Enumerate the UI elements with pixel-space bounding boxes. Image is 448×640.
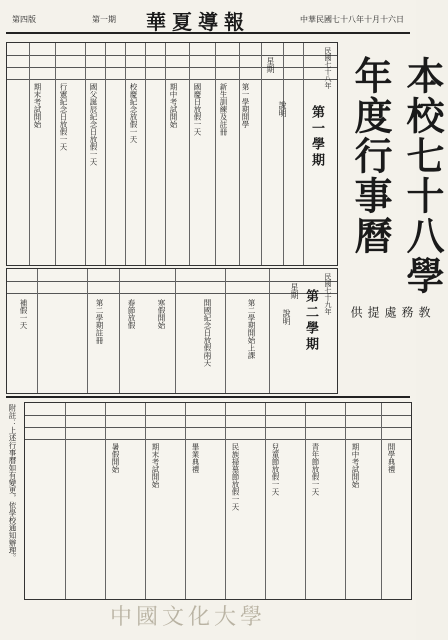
- day-header: 星期: [290, 283, 299, 299]
- title-block: [344, 56, 445, 320]
- event-text: 開學典禮: [387, 443, 396, 473]
- event-text: 第二學期開始上課: [247, 299, 256, 359]
- page-header: [6, 4, 410, 34]
- page-number: 第四版: [12, 15, 36, 24]
- issue-date: 中華民國七十八年十月十六日: [300, 15, 404, 24]
- year-label: 民國七十九年: [324, 273, 332, 315]
- event-text: 期中考試開始: [351, 443, 360, 488]
- watermark: 中國文化大學: [110, 605, 267, 630]
- event-text: 校慶紀念放假一天: [129, 83, 138, 143]
- day-header: 星期: [266, 57, 275, 73]
- schedule-table-term1: [6, 42, 338, 266]
- table-row: [7, 55, 337, 56]
- issue-number: 第一期: [92, 15, 116, 24]
- term-label: 第二學期: [303, 289, 318, 353]
- schedule-table-term2-cont: [24, 402, 412, 600]
- event-text: 畢業典禮: [191, 443, 200, 473]
- page-title: 本校七十八學年度行事曆: [348, 56, 445, 296]
- event-text: 行憲紀念日放假一天: [59, 83, 68, 151]
- byline: 教務處提供: [349, 306, 431, 320]
- masthead: 華夏導報: [146, 10, 250, 34]
- year-label: 民國七十八年: [324, 47, 332, 89]
- event-text: 暑假開始: [111, 443, 120, 473]
- event-text: 兒童節放假一天: [271, 443, 280, 496]
- schedule-table-term2: [6, 268, 338, 394]
- event-header: 說明: [282, 309, 291, 325]
- term-label: 第一學期: [309, 105, 324, 169]
- event-text: 春節放假: [127, 299, 136, 329]
- event-text: 第一學期開學: [241, 83, 250, 128]
- event-header: 說明: [278, 101, 287, 117]
- event-text: 民族掃墓節放假一天: [231, 443, 240, 511]
- event-text: 開國紀念日放假兩天: [203, 299, 212, 367]
- event-text: 青年節放假一天: [311, 443, 320, 496]
- event-text: 新生訓練及註冊: [219, 83, 228, 136]
- footnote: 附註：上述行事曆如有變更，依學校通知辦理。: [8, 404, 17, 562]
- event-text: 補假一天: [19, 299, 28, 329]
- event-text: 國父誕辰紀念日放假一天: [89, 83, 98, 166]
- table-row: [7, 67, 337, 68]
- event-text: 國慶日放假一天: [193, 83, 202, 136]
- event-text: 第二學期註冊: [95, 299, 104, 344]
- event-text: 寒假開始: [157, 299, 166, 329]
- event-text: 期末考試開始: [33, 83, 42, 128]
- event-text: 期末考試開始: [151, 443, 160, 488]
- table-row: [7, 79, 337, 80]
- event-text: 期中考試開始: [169, 83, 178, 128]
- divider: [6, 396, 410, 398]
